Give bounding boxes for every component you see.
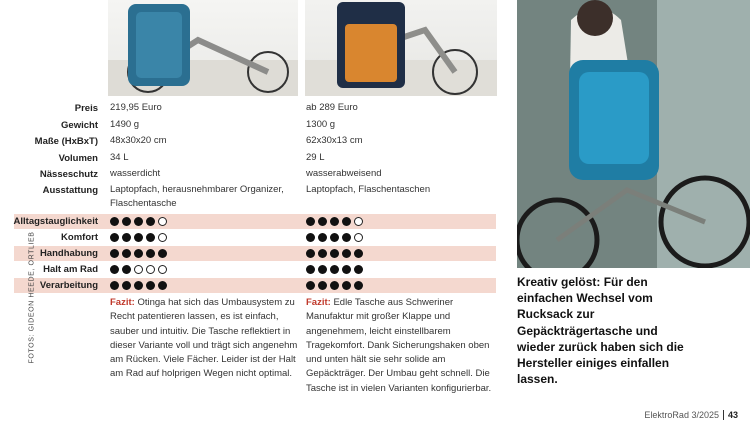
fazit-text-a: Otinga hat sich das Umbausystem zu Recht patentieren lassen, es ist einfach, sauber und intuitiv. Die Tasche reflektiert in dieser Variante voll und trägt sich angenehm am Rücken. Viele Fächer. Leider ist der Halt am Rad auf holprigen Wegen nicht optimal. xyxy=(110,297,298,380)
fazit-text-b: Edle Tasche aus Schweriner Manufaktur mit großer Klappe und angenehmem, leicht einstellbarem Tragekomfort. Dank Sicherungshaken oben und unten hält sie sehr solide am Gepäckträger. Der Umbau geht schnell. Die Tasche ist in vielen Varianten konfigurierbar. xyxy=(306,297,492,394)
spec-price-a: 219,95 Euro xyxy=(110,102,162,113)
bike-with-bag-illustration xyxy=(108,0,298,96)
rating-dot-filled xyxy=(342,265,351,274)
spec-dimensions-b: 62x30x13 cm xyxy=(306,135,363,146)
rating-label-verarbeitung: Verarbeitung xyxy=(39,280,98,291)
spec-volume-a: 34 L xyxy=(110,152,129,163)
bag-photo-left xyxy=(108,0,298,96)
spec-weight-a: 1490 g xyxy=(110,119,140,130)
spec-label-water: Nässeschutz xyxy=(39,169,98,180)
rating-dot-filled xyxy=(134,249,143,258)
rating-label-alltag: Alltagstauglichkeit xyxy=(13,216,98,227)
page-folio xyxy=(644,410,738,420)
spec-label-volume: Volumen xyxy=(58,153,98,164)
rating-dot-filled xyxy=(318,233,327,242)
spec-label-price: Preis xyxy=(74,103,98,114)
rating-dot-filled xyxy=(134,217,143,226)
page-number: 43 xyxy=(727,410,738,420)
rating-dot-filled xyxy=(122,265,131,274)
spec-volume-b: 29 L xyxy=(306,152,325,163)
rating-dot-filled xyxy=(342,233,351,242)
spec-water-a: wasserdicht xyxy=(110,168,161,179)
spec-equipment-b: Laptopfach, Flaschentaschen xyxy=(306,184,431,195)
fazit-a xyxy=(110,296,298,382)
rating-dot-filled xyxy=(354,281,363,290)
rating-dot-filled xyxy=(110,265,119,274)
rating-dots-b xyxy=(306,217,363,226)
rating-dot-filled xyxy=(330,281,339,290)
magazine-issue: ElektroRad 3/2025 xyxy=(644,410,719,420)
rating-dots-b xyxy=(306,249,363,258)
fazit-head-a: Fazit: xyxy=(110,297,135,308)
photo-caption: Kreativ gelöst: Für den einfachen Wechsel vom Rucksack zur Gepäckträgertasche und wieder zurück haben sich die Hersteller einiges einfallen lassen. xyxy=(517,275,684,387)
rating-dot-empty xyxy=(354,217,363,226)
rating-dot-empty xyxy=(158,217,167,226)
rating-dot-filled xyxy=(330,233,339,242)
rating-dot-filled xyxy=(330,249,339,258)
spec-water-b: wasserabweisend xyxy=(306,168,382,179)
rating-dot-empty xyxy=(146,265,155,274)
rating-dot-filled xyxy=(122,217,131,226)
rating-dot-filled xyxy=(342,217,351,226)
rating-dot-filled xyxy=(146,233,155,242)
rating-dot-filled xyxy=(306,217,315,226)
rating-dot-filled xyxy=(146,217,155,226)
spec-equipment-a: Laptopfach, herausnehmbarer Organizer, Flaschentasche xyxy=(110,184,284,209)
rating-dot-filled xyxy=(122,233,131,242)
rating-dot-filled xyxy=(318,217,327,226)
spec-dimensions-a: 48x30x20 cm xyxy=(110,135,167,146)
spec-label-weight: Gewicht xyxy=(61,120,98,131)
rating-dot-filled xyxy=(110,249,119,258)
rating-dot-filled xyxy=(330,217,339,226)
rating-dot-empty xyxy=(158,265,167,274)
rating-dot-empty xyxy=(354,233,363,242)
rating-dot-filled xyxy=(122,281,131,290)
rating-dot-filled xyxy=(146,249,155,258)
rating-dot-filled xyxy=(110,281,119,290)
rating-dot-filled xyxy=(110,217,119,226)
woman-with-bag-photo xyxy=(517,0,750,268)
rating-dot-filled xyxy=(318,281,327,290)
rating-dot-filled xyxy=(158,281,167,290)
rating-dot-filled xyxy=(146,281,155,290)
rating-dot-filled xyxy=(134,233,143,242)
rating-label-handhabung: Handhabung xyxy=(39,248,98,259)
rating-label-halt: Halt am Rad xyxy=(43,264,98,275)
rating-dots-a xyxy=(110,249,167,258)
fazit-b xyxy=(306,296,496,396)
rating-dot-empty xyxy=(134,265,143,274)
rating-dots-b xyxy=(306,233,363,242)
woman-bike-scene-illustration xyxy=(517,0,750,268)
rating-dot-filled xyxy=(158,249,167,258)
rating-dot-filled xyxy=(342,281,351,290)
rating-dot-filled xyxy=(354,265,363,274)
rating-dot-filled xyxy=(134,281,143,290)
rating-dot-filled xyxy=(110,233,119,242)
bag-photo-right xyxy=(305,0,497,96)
rating-dots-a xyxy=(110,265,167,274)
rating-dot-filled xyxy=(306,265,315,274)
rating-dot-filled xyxy=(318,265,327,274)
spec-label-equipment: Ausstattung xyxy=(42,185,98,196)
rating-dots-a xyxy=(110,233,167,242)
folio-divider xyxy=(723,410,724,420)
bike-with-leather-bag-illustration xyxy=(305,0,497,96)
rating-dot-filled xyxy=(122,249,131,258)
rating-dot-filled xyxy=(354,249,363,258)
rating-dots-a xyxy=(110,217,167,226)
rating-dot-filled xyxy=(306,233,315,242)
rating-dots-b xyxy=(306,281,363,290)
spec-label-dimensions: Maße (HxBxT) xyxy=(34,136,98,147)
rating-dot-filled xyxy=(330,265,339,274)
rating-dot-filled xyxy=(306,281,315,290)
spec-weight-b: 1300 g xyxy=(306,119,336,130)
rating-label-komfort: Komfort xyxy=(61,232,98,243)
photo-credit: FOTOS: GIDEON HEEDE, ORTLIEB xyxy=(28,231,36,364)
fazit-head-b: Fazit: xyxy=(306,297,331,308)
rating-dots-b xyxy=(306,265,363,274)
rating-dots-a xyxy=(110,281,167,290)
rating-dot-filled xyxy=(318,249,327,258)
rating-dot-filled xyxy=(306,249,315,258)
rating-dot-empty xyxy=(158,233,167,242)
spec-price-b: ab 289 Euro xyxy=(306,102,358,113)
rating-dot-filled xyxy=(342,249,351,258)
